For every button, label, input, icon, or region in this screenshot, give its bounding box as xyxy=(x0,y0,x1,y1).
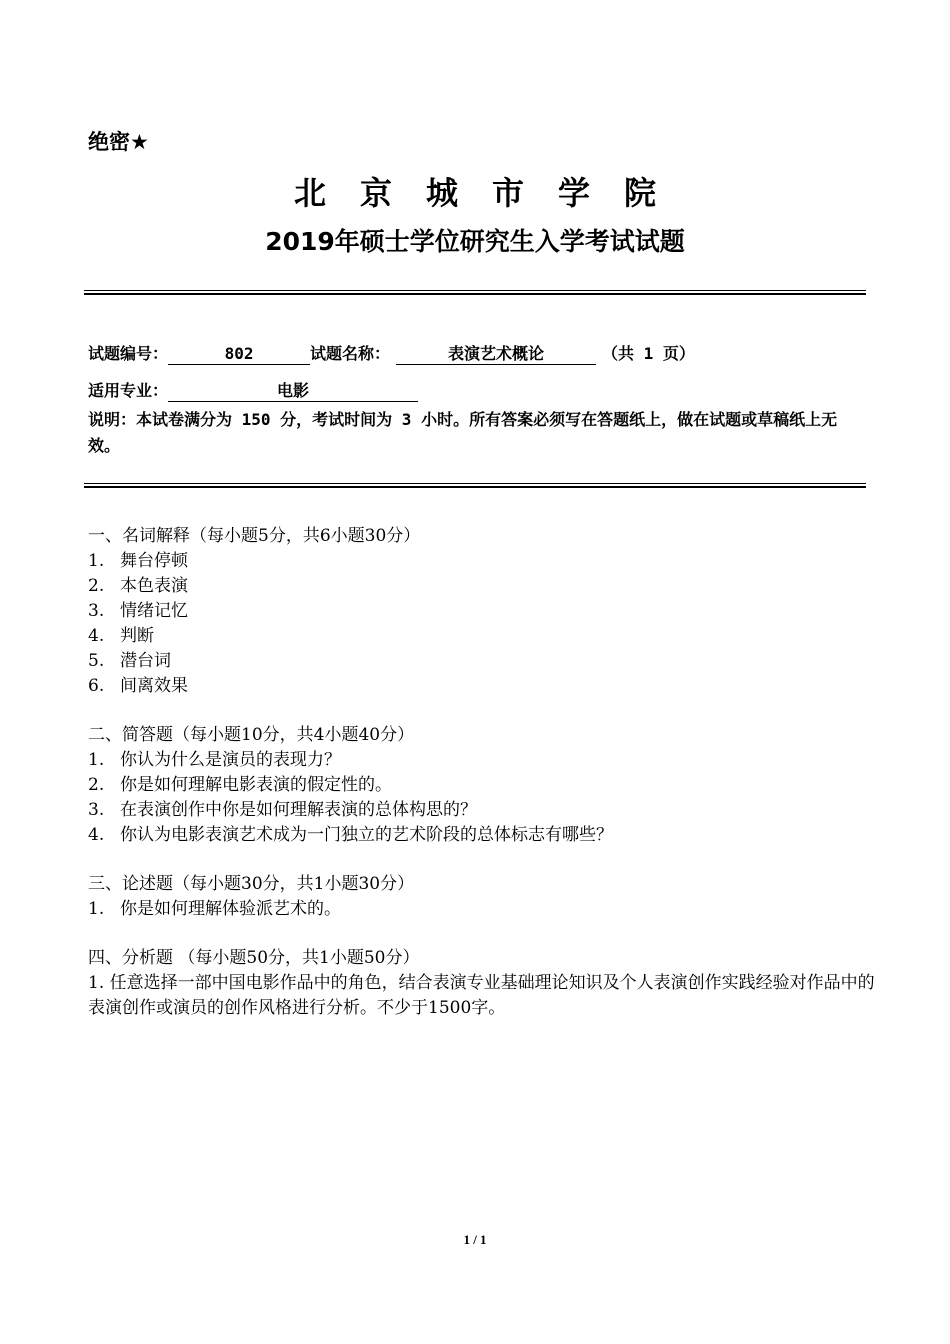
question-text: 情绪记忆 xyxy=(120,601,188,621)
question-number: 2. xyxy=(88,576,105,596)
question-text: 舞台停顿 xyxy=(120,551,188,571)
question-content xyxy=(88,524,878,1045)
question-text: 任意选择一部中国电影作品中的角色，结合表演专业基础理论知识及个人表演创作实践经验对作品中的表演创作或演员的创作风格进行分析。不少于1500字。 xyxy=(88,973,875,1018)
question-text: 在表演创作中你是如何理解表演的总体构思的？ xyxy=(120,800,477,820)
major-value: 电影 xyxy=(168,381,418,402)
question-number: 1. xyxy=(88,973,105,993)
section-title: 二、简答题（每小题10分，共4小题40分） xyxy=(88,725,415,745)
section-essay xyxy=(88,872,878,922)
question-number: 4. xyxy=(88,626,105,646)
question-number: 3. xyxy=(88,601,105,621)
list-item xyxy=(88,748,878,773)
list-item xyxy=(88,649,878,674)
question-text: 你是如何理解体验派艺术的。 xyxy=(120,899,341,919)
top-divider xyxy=(84,290,866,295)
exam-code-label: 试题编号： xyxy=(88,344,169,363)
question-number: 5. xyxy=(88,651,105,671)
list-item xyxy=(88,549,878,574)
question-number: 6. xyxy=(88,676,105,696)
exam-title: 2019年硕士学位研究生入学考试试题 xyxy=(265,227,685,256)
exam-code-row xyxy=(88,341,695,365)
section-title: 一、名词解释（每小题5分，共6小题30分） xyxy=(88,526,421,546)
major-label: 适用专业： xyxy=(88,381,169,400)
question-text: 你认为什么是演员的表现力？ xyxy=(120,750,341,770)
secret-mark: 绝密★ xyxy=(88,130,149,154)
question-number: 1. xyxy=(88,551,105,571)
question-number: 1. xyxy=(88,899,105,919)
list-item xyxy=(88,971,878,1021)
list-item xyxy=(88,624,878,649)
list-item xyxy=(88,773,878,798)
school-name: 北京城市学院 xyxy=(293,174,690,212)
list-item xyxy=(88,823,878,848)
question-number: 2. xyxy=(88,775,105,795)
exam-name-value: 表演艺术概论 xyxy=(396,344,596,365)
exam-name-label: 试题名称： xyxy=(310,344,391,363)
list-item xyxy=(88,674,878,699)
section-title: 三、论述题（每小题30分，共1小题30分） xyxy=(88,874,415,894)
section-short-answer xyxy=(88,723,878,848)
section-analysis xyxy=(88,946,878,1021)
question-number: 4. xyxy=(88,825,105,845)
section-title: 四、分析题 （每小题50分，共1小题50分） xyxy=(88,948,420,968)
exam-pages: （共 1 页） xyxy=(602,344,695,363)
exam-code-value: 802 xyxy=(168,344,310,365)
list-item xyxy=(88,897,878,922)
question-text: 你认为电影表演艺术成为一门独立的艺术阶段的总体标志有哪些？ xyxy=(120,825,613,845)
major-row xyxy=(88,378,418,402)
question-text: 间离效果 xyxy=(120,676,188,696)
exam-note: 说明：本试卷满分为 150 分，考试时间为 3 小时。所有答案必须写在答题纸上，做在试题或草稿纸上无效。 xyxy=(88,410,838,455)
bottom-divider xyxy=(84,483,866,488)
list-item xyxy=(88,599,878,624)
question-text: 判断 xyxy=(120,626,154,646)
question-text: 潜台词 xyxy=(120,651,171,671)
page-number: 1 / 1 xyxy=(463,1232,487,1247)
question-number: 3. xyxy=(88,800,105,820)
list-item xyxy=(88,574,878,599)
question-text: 本色表演 xyxy=(120,576,188,596)
question-number: 1. xyxy=(88,750,105,770)
list-item xyxy=(88,798,878,823)
section-noun-explanation xyxy=(88,524,878,699)
question-text: 你是如何理解电影表演的假定性的。 xyxy=(120,775,392,795)
